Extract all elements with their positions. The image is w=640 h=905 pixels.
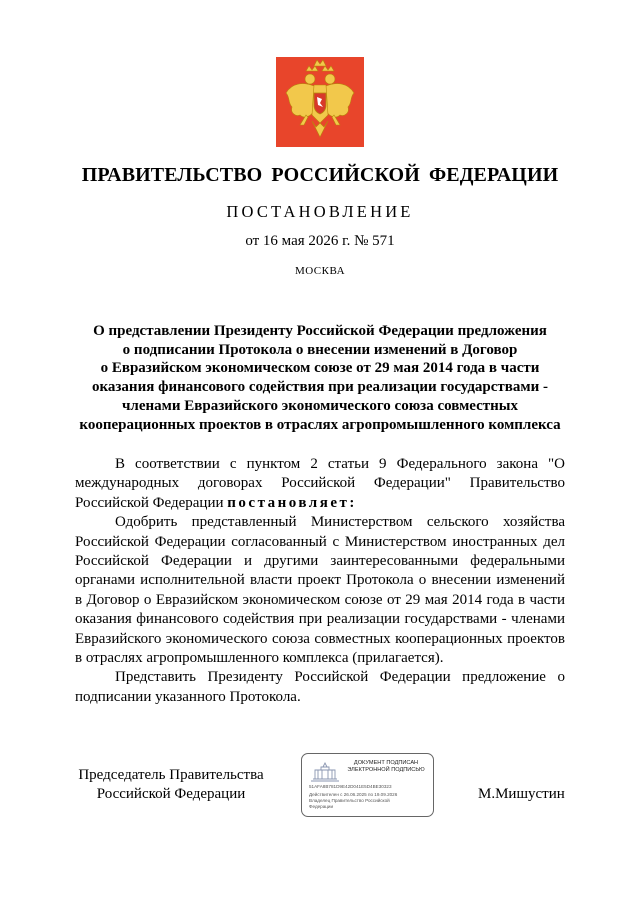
paragraph-text: В соответствии с пунктом 2 статьи 9 Федерального закона "О международных договорах Российской Федерации" Правительство Российской Федерации xyxy=(75,456,565,511)
signer-name: М.Мишустин xyxy=(478,786,565,802)
coat-of-arms-icon xyxy=(276,57,364,147)
stamp-heading-line: ДОКУМЕНТ ПОДПИСАН xyxy=(353,760,419,766)
decree-body xyxy=(75,455,565,707)
stamp-heading-line: ЭЛЕКТРОННОЙ ПОДПИСЬЮ xyxy=(347,767,425,773)
decree-label: ПОСТАНОВЛЕНИЕ xyxy=(226,202,414,221)
stamp-certificate: 51AFA8B781D9E42D041E5D4BE30323 xyxy=(309,784,392,789)
electronic-signature-stamp xyxy=(301,753,434,817)
decree-city: МОСКВА xyxy=(294,265,346,277)
body-paragraph-3: Представить Президенту Российской Федерации предложение о подписании указанного Протокола. xyxy=(75,669,565,705)
title-line: членами Евразийского экономического союза совместных xyxy=(121,397,519,414)
title-line: кооперационных проектов в отраслях агропромышленного комплекса xyxy=(79,416,561,433)
stamp-validity: Действителен с 26.06.2025 по 19.09.2026 xyxy=(309,792,398,797)
title-line: о Евразийском экономическом союзе от 29 мая 2014 года в части xyxy=(100,360,540,377)
stamp-heading xyxy=(340,760,432,774)
body-paragraph-1 xyxy=(75,455,565,513)
government-name: ПРАВИТЕЛЬСТВО РОССИЙСКОЙ ФЕДЕРАЦИИ xyxy=(81,164,559,186)
resolves-keyword: постановляет: xyxy=(227,494,357,511)
signer-position xyxy=(77,766,265,804)
body-paragraph-2: Одобрить представленный Министерством сельского хозяйства Российской Федерации согласованный с Министерством иностранных дел Российской Федерации и другими заинтересованными федеральными органами исполнительной власти проект Протокола о внесении изменений в Договор о Евразийском экономическом союзе от 29 мая 2014 года в части оказания финансового содействия при реализации государствами - членами Евразийского экономического союза совместных кооперационных проектов в отраслях агропромышленного комплекса (прилагается). xyxy=(75,514,565,667)
stamp-owner: Федерации xyxy=(309,804,334,809)
government-building-icon xyxy=(309,761,341,783)
signer-position-line: Российской Федерации xyxy=(96,786,246,802)
title-line: о подписании Протокола о внесении изменений в Договор xyxy=(122,341,518,358)
stamp-owner: Владелец Правительство Российской xyxy=(309,798,390,803)
title-line: оказания финансового содействия при реализации государствами - xyxy=(91,379,548,396)
decree-date-number: от 16 мая 2026 г. № 571 xyxy=(245,233,395,249)
title-line: О представлении Президенту Российской Федерации предложения xyxy=(93,323,547,339)
signer-position-line: Председатель Правительства xyxy=(78,767,264,783)
decree-title xyxy=(0,322,640,434)
